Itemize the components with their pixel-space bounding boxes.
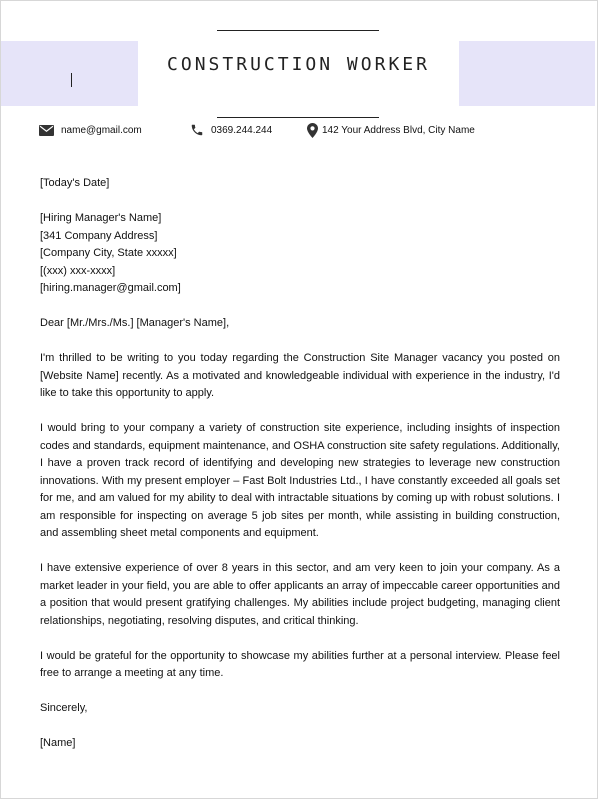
envelope-icon — [39, 125, 54, 136]
closing: Sincerely, — [40, 702, 88, 714]
letter-date: [Today's Date] — [40, 177, 110, 189]
location-pin-icon — [307, 123, 318, 138]
address-text: 142 Your Address Blvd, City Name — [322, 124, 475, 136]
page-title[interactable]: CONSTRUCTION WORKER — [167, 54, 430, 75]
contact-phone[interactable] — [190, 122, 272, 138]
paragraph-closing: I would be grateful for the opportunity to showcase my abilities further at a personal interview. Please feel free to arrange a meeting at any time. — [40, 649, 560, 679]
recipient-line: [(xxx) xxx-xxxx] — [40, 264, 116, 277]
recipient-line: [Company City, State xxxxx] — [40, 247, 177, 259]
phone-text: 0369.244.244 — [211, 124, 273, 136]
title-rule-top — [217, 30, 379, 31]
signature: [Name] — [40, 737, 76, 749]
recipient-line: [341 Company Address] — [40, 229, 158, 242]
recipient-line: [hiring.manager@gmail.com] — [40, 282, 181, 294]
letter-body — [40, 175, 560, 753]
header-band-left — [1, 41, 138, 106]
title-rule-bottom — [217, 117, 379, 118]
recipient-line: [Hiring Manager's Name] — [40, 212, 162, 224]
paragraph-skills: I have extensive experience of over 8 years in this sector, and am very keen to join your company. As a market leader in your field, you are able to offer applicants an array of impeccable career opportunities and a position that would present gratifying challenges. My abilities include project budgeting, managing client relationships, negotiating, resolving disputes, and critical thinking. — [40, 562, 560, 627]
contact-address[interactable] — [307, 122, 475, 138]
header-band-right — [459, 41, 595, 106]
salutation: Dear [Mr./Mrs./Ms.] [Manager's Name], — [40, 317, 230, 329]
text-cursor — [71, 73, 72, 87]
phone-icon — [190, 123, 204, 137]
paragraph-experience: I would bring to your company a variety of construction site experience, including insights of inspection codes and standards, equipment maintenance, and OSHA construction site safety regulations. Additionally, I have a proven track record of identifying and developing new strategies to leverage new construction innovations. With my present employer – Fast Bolt Industries Ltd., I have constantly exceeded all goals set for me, and am valued for my ability to deal with intractable situations by coming up with robust solutions. I am responsible for inspecting on average 5 job sites per month, while assisting in building construction, and assembling sheet metal components and equipment. — [40, 422, 560, 539]
contact-email[interactable] — [39, 122, 142, 138]
paragraph-intro: I'm thrilled to be writing to you today regarding the Construction Site Manager vacancy you posted on [Website Name] recently. As a motivated and knowledgeable individual with experience in the industry, I'd like to take this opportunity to apply. — [40, 352, 560, 399]
email-text: name@gmail.com — [61, 124, 142, 136]
